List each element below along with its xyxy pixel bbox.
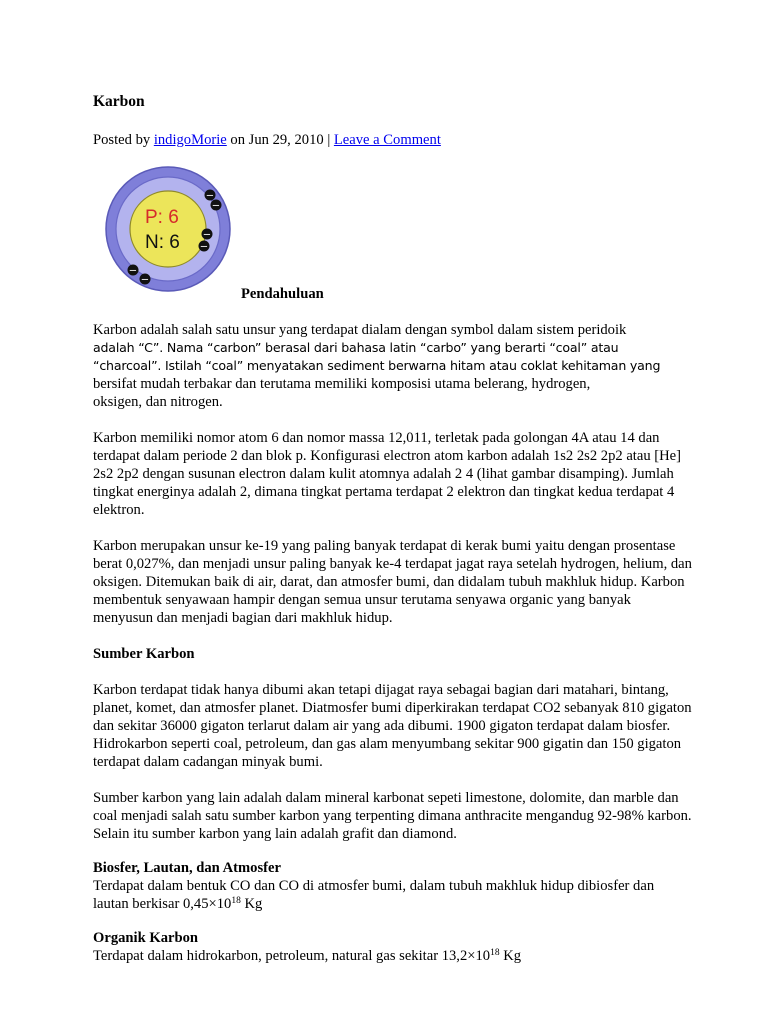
electron bbox=[211, 200, 222, 212]
electron bbox=[202, 229, 213, 241]
heading-organik: Organik Karbon bbox=[93, 930, 199, 946]
electron bbox=[128, 265, 139, 277]
electron bbox=[140, 274, 151, 286]
posted-by-label: Posted by bbox=[93, 132, 154, 148]
text-line: oksigen, dan nitrogen. bbox=[93, 394, 223, 410]
paragraph-atomic-number: Karbon memiliki nomor atom 6 dan nomor massa 12,011, terletak pada golongan 4A atau 14 dan terdapat dalam periode 2 dan blok p. Konfigurasi electron atom karbon adalah 1s2 2s2 2p2 atau [He] 2s2 2p2 dengan susunan electron dalam kulit atomnya adalah 2 4 (lihat gambar disamping). Jumlah tingkat energinya adalah 2, dimana tingkat pertama terdapat 2 elektron dan tingkat kedua terdapat 4 elektron. bbox=[93, 430, 682, 518]
svg-text:−: − bbox=[211, 200, 221, 212]
text-line: adalah “C”. Nama “carbon” berasal dari bahasa latin “carbo” yang berarti “coal” atau bbox=[93, 340, 619, 355]
electron bbox=[199, 241, 210, 253]
neutron-label: N: 6 bbox=[145, 232, 180, 253]
post-meta bbox=[93, 131, 693, 149]
proton-label: P: 6 bbox=[145, 207, 179, 228]
heading-sumber-karbon: Sumber Karbon bbox=[93, 646, 195, 662]
text-line: “charcoal”. Istilah “coal” menyatakan sediment berwarna hitam atau coklat kehitaman yang bbox=[93, 358, 661, 373]
paragraph-intro bbox=[93, 321, 693, 411]
paragraph-abundance: Karbon merupakan unsur ke-19 yang paling banyak terdapat di kerak bumi yaitu dengan prosentase berat 0,027%, dan menjadi unsur paling banyak ke-4 terdapat jagat raya setelah hydrogen, helium, dan oksigen. Ditemukan baik di air, darat, dan atmosfer bumi, dan didalam tubuh makhluk hidup. Karbon membentuk senyawaan hampir dengan semua unsur terutama senyawa organic yang banyak menyusun dan menjadi bagian dari makhluk hidup. bbox=[93, 538, 692, 626]
carbon-atom-diagram bbox=[93, 153, 243, 306]
svg-text:−: − bbox=[205, 190, 215, 202]
paragraph-organik: Terdapat dalam hidrokarbon, petroleum, natural gas sekitar $13,2\times 10^{18}$ Kg bbox=[93, 948, 522, 964]
svg-text:−: − bbox=[202, 229, 212, 241]
paragraph-biosfer: Terdapat dalam bentuk CO dan CO di atmosfer bumi, dalam tubuh makhluk hidup dibiosfer dan lautan berkisar $0,45\times 10^{18}$ Kg bbox=[93, 878, 655, 912]
svg-text:−: − bbox=[128, 265, 138, 277]
leave-comment-link[interactable]: Leave a Comment bbox=[333, 132, 441, 148]
intro-heading: Pendahuluan bbox=[241, 286, 324, 302]
blog-post bbox=[93, 92, 693, 965]
post-date: on Jun 29, 2010 | bbox=[226, 132, 334, 148]
paragraph-sources: Karbon terdapat tidak hanya dibumi akan tetapi dijagat raya sebagai bagian dari matahari, bintang, planet, komet, dan atmosfer planet. Diatmosfer bumi diperkirakan terdapat CO2 sebanyak 810 gigaton dan sekitar 36000 gigaton terlarut dalam air yang ada dibumi. 1900 gigaton terdapat dalam biosfer. Hidrokarbon seperti coal, petroleum, dan gas alam menyumbang sekitar 900 gigatin dan 150 gigaton terdapat dalam cadangan minyak bumi. bbox=[93, 682, 692, 770]
text-line: Karbon adalah salah satu unsur yang terdapat dialam dengan symbol dalam sistem peridoik bbox=[93, 322, 627, 338]
svg-text:−: − bbox=[199, 241, 209, 253]
nucleus bbox=[130, 191, 209, 267]
heading-biosfer: Biosfer, Lautan, dan Atmosfer bbox=[93, 860, 281, 876]
author-link[interactable]: indigoMorie bbox=[153, 132, 227, 148]
figure-row bbox=[93, 153, 693, 306]
text-line: bersifat mudah terbakar dan terutama memiliki komposisi utama belerang, hydrogen, bbox=[93, 376, 591, 392]
paragraph-minerals: Sumber karbon yang lain adalah dalam mineral karbonat sepeti limestone, dolomite, dan marble dan coal menjadi salah satu sumber karbon yang terpenting dimana anthracite mengandug 92-98% karbon. Selain itu sumber karbon yang lain adalah grafit dan diamond. bbox=[93, 790, 692, 842]
svg-text:−: − bbox=[140, 274, 150, 286]
post-title: Karbon bbox=[93, 93, 145, 110]
